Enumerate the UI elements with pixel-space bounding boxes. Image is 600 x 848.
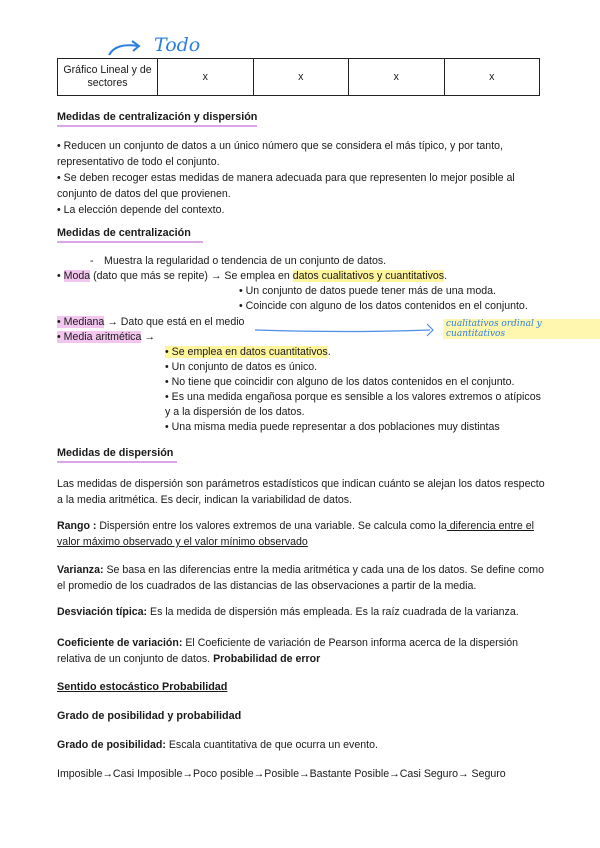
bullet-item: • Una misma media puede representar a dos poblaciones muy distintas (165, 421, 500, 433)
highlight: • Se emplea en datos cuantitativos (165, 346, 328, 358)
section-heading: Medidas de centralización y dispersión (57, 111, 257, 123)
section-heading: Medidas de centralización (57, 227, 203, 239)
moda-line: • Moda (dato que más se repite) → Se emplea en datos cualitativos y cuantitativos. (57, 270, 448, 282)
paragraph-desviacion: Desviación típica: Es la medida de dispersión más empleada. Es la raíz cuadrada de la varianza. (57, 606, 519, 618)
summary-table (57, 58, 540, 96)
moda-label: Moda (63, 270, 91, 282)
probability-scale: Imposible→Casi Imposible→Poco posible→Posible→Bastante Posible→Casi Seguro→ Seguro (57, 768, 506, 780)
mediana-label: • Mediana (57, 316, 105, 328)
handwritten-todo: Todo (154, 34, 201, 56)
section-heading: Medidas de dispersión (57, 447, 177, 459)
mediana-line: • Mediana → Dato que está en el medio (57, 316, 245, 328)
section-heading: Sentido estocástico Probabilidad (57, 681, 228, 693)
media-label: • Media aritmética (57, 331, 142, 343)
table-row (58, 59, 540, 96)
bullet-item: • No tiene que coincidir con alguno de los datos contenidos en el conjunto. (165, 376, 515, 388)
dash-item: - Muestra la regularidad o tendencia de un conjunto de datos. (90, 255, 387, 267)
table-cell: x (444, 59, 540, 96)
table-cell: x (253, 59, 349, 96)
section-body (57, 138, 547, 218)
media-line: • Media aritmética → (57, 331, 155, 343)
bullet-item: • Un conjunto de datos es único. (165, 361, 318, 373)
table-cell: x (349, 59, 445, 96)
paragraph-rango: Rango : Dispersión entre los valores extremos de una variable. Se calcula como la diferencia entre el valor máximo observado y el valor mínimo observado (57, 520, 534, 548)
bullet-item: • Reducen un conjunto de datos a un único número que se considera el más típico, y por tanto, representativo de todo el conjunto. (57, 140, 503, 168)
media-subs: • Se emplea en datos cuantitativos. • Un conjunto de datos es único. • No tiene que coincidir con alguno de los datos contenidos en el conjunto. • Es una medida engañosa porque es sensible a los valores extremos o atípicos y a la dispersión de los datos. • Una misma media puede representar a dos poblaciones muy distintas (165, 345, 545, 435)
bullet-item: • Se deben recoger estas medidas de manera adecuada para que representen lo mejor posible al conjunto de datos del que provienen. (57, 172, 515, 200)
paragraph-varianza: Varianza: Se basa en las diferencias entre la media aritmética y cada una de los datos. Se define como el promedio de los cuadrados de las distancias de las observaciones a partir de la media. (57, 564, 545, 592)
bullet-item: • Un conjunto de datos puede tener más de una moda. (239, 285, 496, 297)
paragraph-coeficiente: Coeficiente de variación: El Coeficiente de variación de Pearson informa acerca de la dispersión relativa de un conjunto de datos. Probabilidad de error (57, 637, 519, 665)
subheading: Grado de posibilidad y probabilidad (57, 710, 242, 722)
arrow-icon (106, 38, 146, 58)
highlight: datos cualitativos y cuantitativos (292, 270, 445, 282)
paragraph: Las medidas de dispersión son parámetros estadísticos que indican cuánto se alejan los datos respecto a la media aritmética. Es decir, indican la variabilidad de datos. (57, 478, 545, 506)
handwritten-note: cualitativos ordinal y cuantitativos (443, 319, 600, 339)
table-cell: x (158, 59, 254, 96)
bullet-item: • La elección depende del contexto. (57, 204, 225, 216)
bullet-item: • Es una medida engañosa porque es sensible a los valores extremos o atípicos y a la dispersión de los datos. (165, 391, 541, 418)
paragraph-grado: Grado de posibilidad: Escala cuantitativa de que ocurra un evento. (57, 739, 378, 751)
bullet-item: • Coincide con alguno de los datos contenidos en el conjunto. (239, 300, 528, 312)
table-row-label: Gráfico Lineal y de sectores (58, 59, 158, 96)
